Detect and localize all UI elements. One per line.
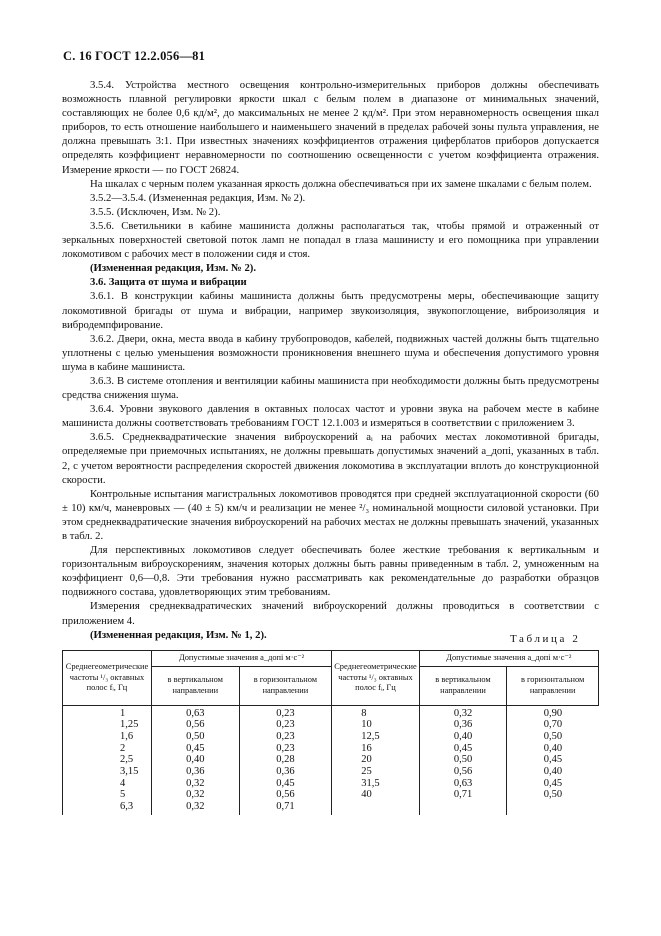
freq-cell: 1	[63, 705, 152, 719]
paragraph-revision-note: (Измененная редакция, Изм. № 2).	[90, 262, 257, 275]
freq-cell: 20	[332, 754, 419, 766]
vertical-value-cell: 0,40	[419, 731, 507, 743]
vertical-value-cell: 0,36	[151, 766, 239, 778]
freq-cell: 2	[63, 743, 152, 755]
freq-cell: 5	[63, 789, 152, 801]
page-header: С. 16 ГОСТ 12.2.056—81	[63, 49, 206, 63]
freq-cell: 16	[332, 743, 419, 755]
table-caption: Таблица 2	[510, 633, 581, 645]
paragraph-revision-3-5-2: 3.5.2—3.5.4. (Измененная редакция, Изм. № 2).	[90, 191, 306, 204]
horizontal-value-cell: 0,23	[239, 719, 332, 731]
vertical-value-cell: 0,32	[151, 801, 239, 815]
paragraph-3-6-4: 3.6.4. Уровни звукового давления в октавных полосах частот и уровни звука на рабочем месте в кабине машиниста должны соответствовать требованиям ГОСТ 12.1.003 и измеряться в соответствии с приложением 3.	[62, 403, 599, 430]
horizontal-value-cell: 0,40	[507, 743, 599, 755]
freq-cell: 12,5	[332, 731, 419, 743]
horizontal-value-cell: 0,36	[239, 766, 332, 778]
paragraph-3-6-5: 3.6.5. Среднеквадратические значения виброускорений aᵢ на рабочих местах локомотивной бригады, определяемые при приемочных испытаниях, не должны превышать допустимых значений a_допi, указанных в табл. 2, с учетом вероятности распределения скоростей движения локомотива в эксплуатации вплоть до конструкционной скорости.	[62, 431, 599, 486]
freq-cell: 6,3	[63, 801, 152, 815]
vertical-value-cell: 0,45	[151, 743, 239, 755]
freq-cell: 2,5	[63, 754, 152, 766]
freq-cell	[332, 801, 419, 815]
table-row	[63, 754, 599, 766]
table-row	[63, 731, 599, 743]
header-vertical-right: в вертикальном направлении	[419, 666, 507, 705]
table-body	[63, 705, 599, 815]
freq-cell: 3,15	[63, 766, 152, 778]
header-horizontal-left: в горизонтальном направлении	[239, 666, 332, 705]
header-horizontal-right: в горизонтальном направлении	[507, 666, 599, 705]
vertical-value-cell: 0,56	[419, 766, 507, 778]
horizontal-value-cell: 0,23	[239, 705, 332, 719]
horizontal-value-cell: 0,23	[239, 743, 332, 755]
vertical-value-cell: 0,63	[419, 778, 507, 790]
paragraph-black-scale: На шкалах с черным полем указанная яркость должна обеспечиваться при их замене шкалами с белым полем.	[90, 177, 592, 190]
horizontal-value-cell: 0,28	[239, 754, 332, 766]
freq-cell: 25	[332, 766, 419, 778]
vertical-value-cell: 0,32	[151, 778, 239, 790]
header-vertical-left: в вертикальном направлении	[151, 666, 239, 705]
vibration-table	[62, 650, 599, 815]
vertical-value-cell: 0,32	[419, 705, 507, 719]
freq-cell: 31,5	[332, 778, 419, 790]
table-row	[63, 801, 599, 815]
vertical-value-cell	[419, 801, 507, 815]
paragraph-revision-note-2: (Измененная редакция, Изм. № 1, 2).	[90, 628, 267, 641]
vertical-value-cell: 0,71	[419, 789, 507, 801]
table-row	[63, 705, 599, 719]
vertical-value-cell: 0,45	[419, 743, 507, 755]
table-row	[63, 778, 599, 790]
freq-cell: 10	[332, 719, 419, 731]
paragraph-3-5-6: 3.5.6. Светильники в кабине машиниста должны располагаться так, чтобы прямой и отраженный от зеркальных поверхностей световой поток ламп не попадал в глаза машинисту и его помощника при управлении локомотивом с рабочих мест в положении сидя и стоя.	[62, 219, 599, 261]
paragraph-measurements: Измерения среднеквадратических значений виброускорений должны проводиться в соответствии с приложением 4.	[62, 600, 599, 627]
vertical-value-cell: 0,56	[151, 719, 239, 731]
paragraph-3-5-4: 3.5.4. Устройства местного освещения контрольно-измерительных приборов должны обеспечивать возможность плавной регулировки яркости шкал с белым полем в диапазоне от минимальных значений, составляющих не более 0,6 кд/м², до максимальных не менее 2 кд/м². При этом неравномерность освещения шкал приборов, то есть отношение наибольшего и наименьшего значений в пределах рабочей зоны пульта управления, не должна превышать 3:1. При известных значениях коэффициентов отражения циферблатов приборов допускается определять коэффициент неравномерности по соотношению освещенности с учетом коэффициента отражения. Измерение яркости — по ГОСТ 26824.	[62, 79, 599, 176]
freq-cell: 40	[332, 789, 419, 801]
horizontal-value-cell: 0,50	[507, 789, 599, 801]
paragraph-3-6-1: 3.6.1. В конструкции кабины машиниста должны быть предусмотрены меры, обеспечивающие защиту локомотивной бригады от шума и вибрации, например звукоизоляция, звукопоглощение, виброизоляция и вибродемпфирование.	[62, 290, 599, 331]
header-frequency-left: Среднегеометрические частоты ¹/₃ октавных полос fᵢ, Гц	[63, 651, 152, 706]
table-row	[63, 719, 599, 731]
freq-cell: 4	[63, 778, 152, 790]
vertical-value-cell: 0,36	[419, 719, 507, 731]
horizontal-value-cell: 0,45	[507, 754, 599, 766]
header-allowed-left: Допустимые значения a_допi м·с⁻²	[151, 651, 331, 667]
paragraph-future-locomotives: Для перспективных локомотивов следует обеспечивать более жесткие требования к вертикальным и горизонтальным виброускорениям, значения которых должны быть равны приведенным в табл. 2, умноженным на коэффициент 0,6—0,8. Эти требования нужно рассматривать как рекомендательные до разработки образцов подвижного состава, удовлетворяющих этим требованиям.	[62, 544, 599, 599]
vertical-value-cell: 0,32	[151, 789, 239, 801]
horizontal-value-cell: 0,71	[239, 801, 332, 815]
horizontal-value-cell: 0,56	[239, 789, 332, 801]
paragraph-3-6-3: 3.6.3. В системе отопления и вентиляции кабины машиниста при необходимости должны быть предусмотрены средства снижения шума.	[62, 374, 599, 402]
header-frequency-right: Среднегеометрические частоты ¹/₃ октавных полос fᵢ, Гц	[332, 651, 419, 706]
horizontal-value-cell: 0,40	[507, 766, 599, 778]
paragraph-control-tests: Контрольные испытания магистральных локомотивов проводятся при средней эксплуатационной скорости (60 ± 10) км/ч, маневровых — (40 ± 5) км/ч и реализации не менее ²/₃ номинальной мощности силовой установки. При этом среднеквадратические значения виброускорений на рабочих местах не должны превышать значений, указанных в табл. 2.	[62, 487, 599, 542]
horizontal-value-cell: 0,50	[507, 731, 599, 743]
section-heading-3-6: 3.6. Защита от шума и вибрации	[90, 276, 247, 289]
horizontal-value-cell: 0,45	[239, 778, 332, 790]
vertical-value-cell: 0,40	[151, 754, 239, 766]
freq-cell: 1,6	[63, 731, 152, 743]
paragraph-3-5-5: 3.5.5. (Исключен, Изм. № 2).	[90, 205, 221, 218]
horizontal-value-cell: 0,70	[507, 719, 599, 731]
header-allowed-right: Допустимые значения a_допi м·с⁻²	[419, 651, 598, 667]
horizontal-value-cell: 0,90	[507, 705, 599, 719]
paragraph-3-6-2: 3.6.2. Двери, окна, места ввода в кабину трубопроводов, кабелей, подвижных частей должны быть тщательно уплотнены с целью уменьшения возможности проникновения внешнего шума и обеспечения допустимого уровня шума в кабине машиниста.	[62, 332, 599, 373]
freq-cell: 1,25	[63, 719, 152, 731]
vertical-value-cell: 0,50	[419, 754, 507, 766]
freq-cell: 8	[332, 705, 419, 719]
horizontal-value-cell: 0,23	[239, 731, 332, 743]
vertical-value-cell: 0,63	[151, 705, 239, 719]
table-row	[63, 789, 599, 801]
table-row	[63, 766, 599, 778]
table-row	[63, 743, 599, 755]
horizontal-value-cell: 0,45	[507, 778, 599, 790]
document-body	[62, 78, 599, 642]
vertical-value-cell: 0,50	[151, 731, 239, 743]
horizontal-value-cell	[507, 801, 599, 815]
